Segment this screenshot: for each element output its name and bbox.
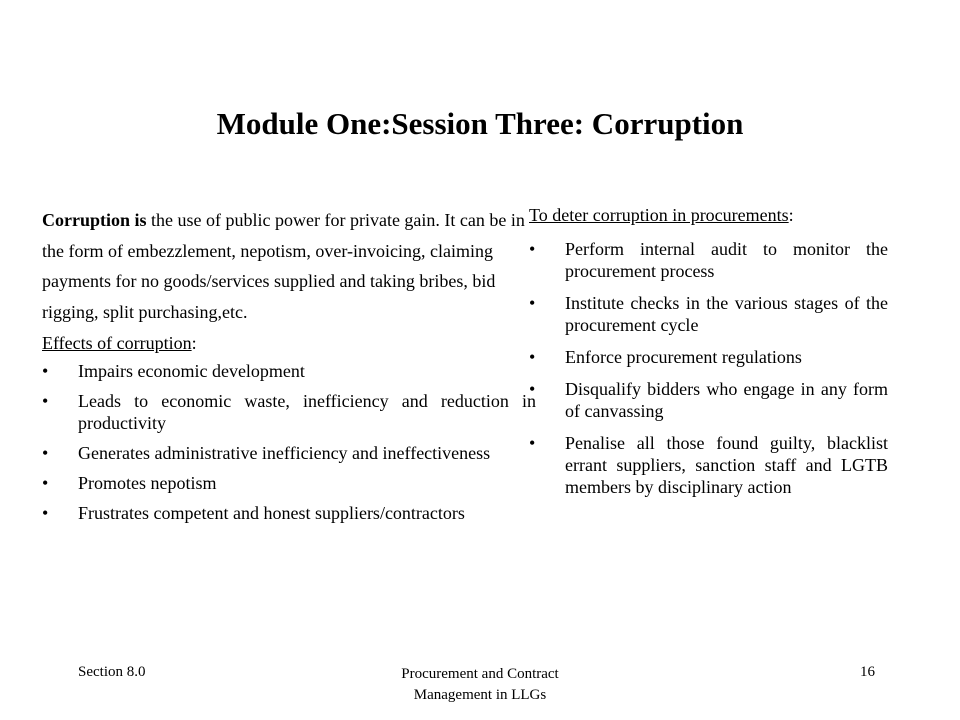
list-item: • Institute checks in the various stages of the procurement cycle xyxy=(529,292,888,336)
deter-heading-row xyxy=(529,205,888,226)
effects-heading-colon: : xyxy=(191,333,197,353)
measures-list xyxy=(529,238,888,498)
list-item: • Disqualify bidders who engage in any form of canvassing xyxy=(529,378,888,422)
list-item: • Enforce procurement regulations xyxy=(529,346,888,368)
effects-heading: Effects of corruption xyxy=(42,333,192,353)
definition-term: Corruption is xyxy=(42,210,147,230)
footer-title xyxy=(330,664,630,706)
footer-section: Section 8.0 xyxy=(78,664,146,680)
right-column xyxy=(529,205,888,508)
list-item: • Generates administrative inefficiency and ineffectiveness xyxy=(42,442,536,464)
list-item: • Promotes nepotism xyxy=(42,472,536,494)
left-column xyxy=(42,205,536,532)
page-number: 16 xyxy=(860,664,875,680)
list-item: • Penalise all those found guilty, blacklist errant suppliers, sanction staff and LGTB members by disciplinary action xyxy=(529,432,888,498)
slide-title: Module One:Session Three: Corruption xyxy=(216,106,744,141)
effects-list xyxy=(42,360,536,524)
deter-heading: To deter corruption in procurements xyxy=(529,205,789,225)
corruption-definition xyxy=(42,205,536,327)
list-item: • Frustrates competent and honest suppliers/contractors xyxy=(42,502,536,524)
footer-title-line1: Procurement and Contract xyxy=(401,666,559,682)
list-item: • Impairs economic development xyxy=(42,360,536,382)
list-item: • Perform internal audit to monitor the procurement process xyxy=(529,238,888,282)
effects-heading-row xyxy=(42,333,536,354)
footer-title-line2: Management in LLGs xyxy=(413,687,547,703)
deter-heading-colon: : xyxy=(788,205,794,225)
list-item: • Leads to economic waste, inefficiency and reduction in productivity xyxy=(42,390,536,434)
definition-text: the use of public power for private gain. It can be in the form of embezzlement, nepotism, over-invoicing, claiming payments for no goods/services supplied and taking bribes, bid rigging, split purchasing,etc. xyxy=(42,210,525,322)
